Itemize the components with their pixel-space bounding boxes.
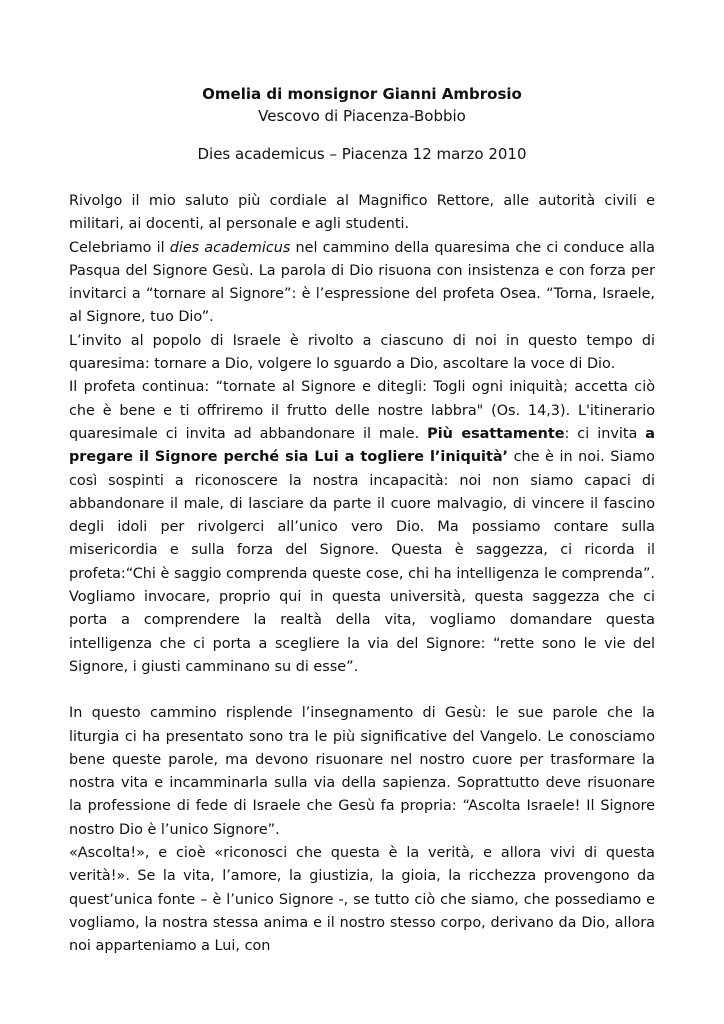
paragraph-dies-academicus <box>69 237 655 330</box>
bold-phrase: a pregare il Signore perché sia Lui a togliere l’iniquità’ <box>69 425 655 466</box>
document-page <box>69 83 655 959</box>
document-body <box>69 190 655 959</box>
bold-phrase: Più esattamente <box>427 425 565 442</box>
paragraph-greeting: Rivolgo il mio saluto più cordiale al Magnifico Rettore, alle autorità civili e militari, ai docenti, al personale e agli studenti. <box>69 193 655 233</box>
paragraph-profeta <box>69 376 655 679</box>
text-run: che è in noi. Siamo così sospinti a riconoscere la nostra incapacità: noi non siamo capaci di abbandonare il male, di lasciare da parte il cuore malvagio, di vincere il fascino degli idoli per rivolgerci all’unico vero Dio. Ma possiamo contare sulla misericordia e sulla forza del Signore. Questa è saggezza, ci ricorda il profeta:“Chi è saggio comprenda queste cose, chi ha intelligenza le comprenda”. Vogliamo invocare, proprio qui in questa università, questa saggezza che ci porta a comprendere la realtà della vita, vogliamo domandare questa intelligenza che ci porta a scegliere la via del Signore: “rette sono le vie del Signore, i giusti camminano su di esse”. <box>69 449 655 675</box>
paragraph-insegnamento: In questo cammino risplende l’insegnamento di Gesù: le sue parole che la liturgia ci ha presentato sono tra le più significative del Vangelo. Le conosciamo bene queste parole, ma devono risuonare nel nostro cuore per trasformare la nostra vita e incamminarla sulla via della sapienza. Soprattutto deve risuonare la professione di fede di Israele che Gesù fa propria: “Ascolta Israele! Il Signore nostro Dio è l’unico Signore”. <box>69 705 655 838</box>
text-run: : ci invita <box>564 425 646 442</box>
document-subtitle: Vescovo di Piacenza-Bobbio <box>258 107 466 125</box>
paragraph-ascolta: «Ascolta!», e cioè «riconosci che questa è la verità, e allora vivi di questa verità!». Se la vita, l’amore, la giustizia, la gioia, la ricchezza provengono da quest’unica fonte – è l’unico Signore -, se tutto ciò che siamo, che possediamo e vogliamo, la nostra stessa anima e il nostro stesso corpo, derivano da Dio, allora noi apparteniamo a Lui, con <box>69 845 655 955</box>
document-title: Omelia di monsignor Gianni Ambrosio <box>202 85 522 103</box>
text-run: Celebriamo il <box>69 239 170 256</box>
italic-phrase: dies academicus <box>169 239 291 256</box>
text-run: nel cammino della quaresima che ci conduce alla Pasqua del Signore Gesù. La parola di Dio risuona con insistenza e con forza per invitarci a “tornare al Signore”: è l’espressione del profeta Osea. “Torna, Israele, al Signore, tuo Dio”. <box>69 239 655 326</box>
text-run: Il profeta continua: “tornate al Signore e ditegli: Togli ogni iniquità; accetta ciò che è bene e ti offriremo il frutto delle nostre labbra" (Os. 14,3). L'itinerario quaresimale ci invita ad abbandonare il male. <box>69 379 655 442</box>
document-dateline: Dies academicus – Piacenza 12 marzo 2010 <box>197 145 527 163</box>
paragraph-invito: L’invito al popolo di Israele è rivolto a ciascuno di noi in questo tempo di quaresima: tornare a Dio, volgere lo sguardo a Dio, ascoltare la voce di Dio. <box>69 332 655 373</box>
